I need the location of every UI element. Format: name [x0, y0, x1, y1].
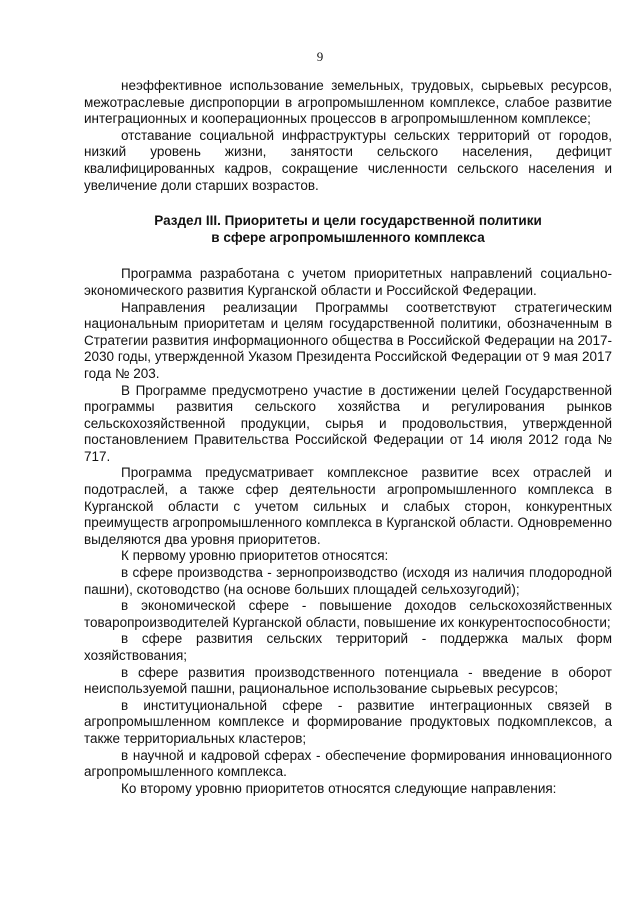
list-item: в сфере развития сельских территорий - поддержка малых форм хозяйствования; — [84, 631, 612, 663]
page-number: 9 — [316, 49, 324, 64]
document-body — [84, 78, 612, 797]
section-heading-line: Раздел III. Приоритеты и цели государственной политики — [154, 213, 542, 229]
paragraph: отставание социальной инфраструктуры сельских территорий от городов, низкий уровень жизни, занятости сельского населения, дефицит квалифицированных кадров, сокращение численности сельского населения и увеличение доли старших возрастов. — [84, 127, 612, 193]
list-item: в институциональной сфере - развитие интеграционных связей в агропромышленном комплексе и формирование продуктовых подкомплексов, а также территориальных кластеров; — [84, 697, 612, 746]
paragraph: Программа разработана с учетом приоритетных направлений социально-экономического развития Курганской области и Российской Федерации. — [84, 266, 612, 298]
list-item: в экономической сфере - повышение доходов сельскохозяйственных товаропроизводителей Курганской области, повышение их конкурентоспособности; — [84, 598, 612, 630]
paragraph: неэффективное использование земельных, трудовых, сырьевых ресурсов, межотраслевые диспропорции в агропромышленном комплексе, слабое развитие интеграционных и кооперационных процессов в агропромышленном комплексе; — [84, 78, 612, 127]
paragraph: К первому уровню приоритетов относятся: — [121, 548, 389, 564]
section-heading — [84, 213, 612, 246]
list-item: в научной и кадровой сферах - обеспечение формирования инновационного агропромышленного комплекса. — [84, 747, 612, 780]
paragraph: Направления реализации Программы соответствуют стратегическим национальным приоритетам и целям государственной политики, обозначенным в Стратегии развития информационного общества в Российской Федерации на 2017-2030 годы, утвержденной Указом Президента Российской Федерации от 9 мая 2017 года № 203. — [84, 299, 612, 381]
list-item: в сфере развития производственного потенциала - введение в оборот неиспользуемой пашни, рациональное использование сырьевых ресурсов; — [84, 664, 612, 697]
list-item: в сфере производства - зернопроизводство (исходя из наличия плодородной пашни), скотоводство (на основе больших площадей сельхозугодий); — [84, 565, 612, 597]
paragraph: Программа предусматривает комплексное развитие всех отраслей и подотраслей, а также сфер деятельности агропромышленного комплекса в Курганской области с учетом сильных и слабых сторон, конкурентных преимуществ агропромышленного комплекса в Курганской области. Одновременно выделяются два уровня приоритетов. — [84, 465, 612, 547]
paragraph: В Программе предусмотрено участие в достижении целей Государственной программы развития сельского хозяйства и регулирования рынков сельскохозяйственной продукции, сырья и продовольствия, утвержденной постановлением Правительства Российской Федерации от 14 июля 2012 года № 717. — [84, 382, 612, 464]
section-heading-line: в сфере агропромышленного комплекса — [211, 229, 485, 245]
paragraph: Ко второму уровню приоритетов относятся следующие направления: — [121, 780, 557, 796]
